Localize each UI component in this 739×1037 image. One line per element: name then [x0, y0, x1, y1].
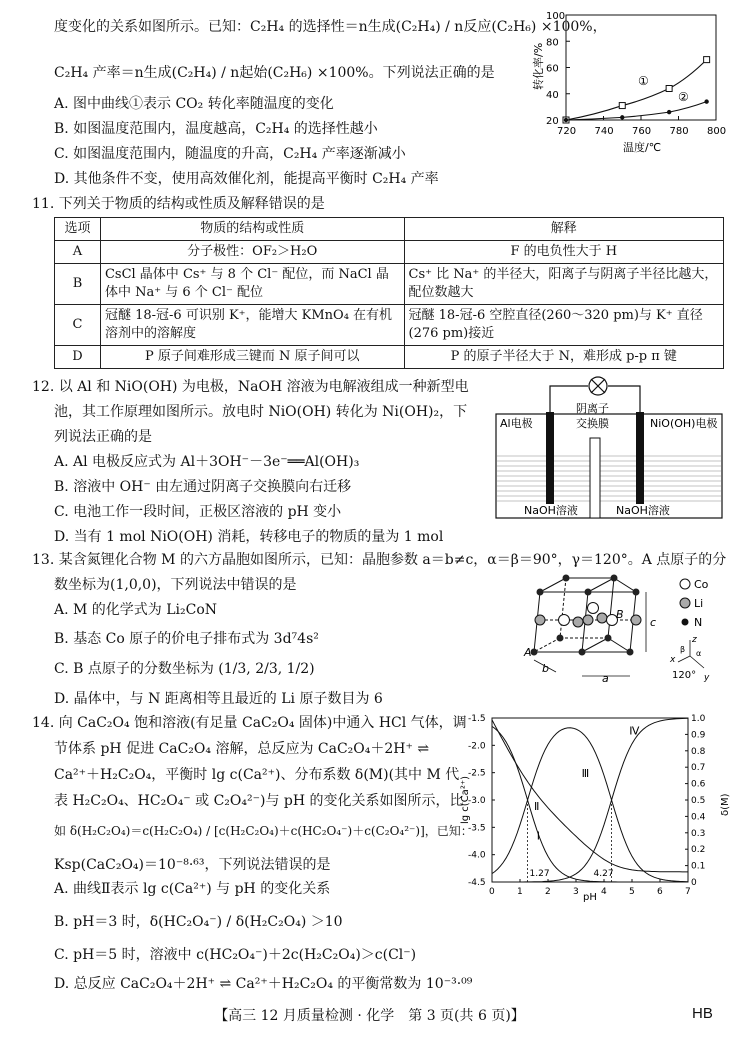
q14-option-c: C. pH＝5 时，溶液中 c(HC₂O₄⁻)＋2c(H₂C₂O₄)＞c(Cl⁻) [54, 947, 417, 963]
chart2-xtick-label: 2 [545, 887, 551, 897]
table-row [55, 305, 724, 346]
chart2-ylabel-left: lg c(Ca²⁺) [460, 775, 471, 824]
q11-header-option: 选项 [55, 218, 101, 241]
li-atom [597, 613, 607, 623]
membrane-label-2: 交换膜 [576, 417, 609, 430]
chart2-ytick-right-label: 0.6 [691, 779, 706, 790]
legend-n: N [694, 616, 703, 629]
q10-option-d: D. 其他条件不变，使用高效催化剂，能提高平衡时 C₂H₄ 产率 [54, 171, 439, 187]
q11-row-a-explanation: F 的电负性大于 H [404, 241, 724, 264]
q14-stem-5: 如 δ(H₂C₂O₄)＝c(H₂C₂O₄) / [c(H₂C₂O₄)＋c(HC₂O₄⁻)＋c(C₂O₄²⁻)]，已知： [54, 824, 473, 838]
membrane-label-1: 阴离子 [576, 402, 609, 415]
q13-option-d: D. 晶体中，与 N 距离相等且最近的 Li 原子数目为 6 [54, 691, 383, 707]
chart1-ylabel: 转化率/% [532, 42, 545, 90]
axis-a-label: a [602, 672, 609, 685]
footer-tag: HB [692, 1005, 713, 1022]
n-atom [557, 635, 564, 642]
chart1-xlabel: 温度/℃ [623, 141, 662, 154]
q13-option-b: B. 基态 Co 原子的价电子排布式为 3d⁷4s² [54, 631, 319, 647]
q10-option-a: A. 图中曲线①表示 CO₂ 转化率随温度的变化 [54, 96, 334, 112]
n-atom [611, 575, 618, 582]
chart2-ytick-left-label: -2.5 [468, 768, 486, 779]
q11-row-a-property: 分子极性：OF₂＞H₂O [100, 241, 404, 264]
chart1-xtick-label: 800 [707, 126, 727, 137]
table-row [55, 346, 724, 369]
chart2-ytick-right-label: 0.9 [691, 730, 706, 741]
q11-row-d-explanation: P 的原子半径大于 N，难形成 p-p π 键 [404, 346, 724, 369]
point-a-label: A [524, 646, 532, 659]
q12-stem-2: 池，其工作原理如图所示。放电时 NiO(OH) 转化为 Ni(OH)₂，下 [54, 404, 468, 420]
n-atom [537, 589, 544, 596]
q14-option-d: D. 总反应 CaC₂O₄＋2H⁺ ⇌ Ca²⁺＋H₂C₂O₄ 的平衡常数为 10⁻³·⁰⁹ [54, 976, 473, 992]
chart2-ytick-left-label: -3.0 [468, 796, 486, 806]
q11-header-explanation: 解释 [404, 218, 724, 241]
chart2-annotation: 1.27 [529, 869, 550, 879]
q11-row-d-option: D [55, 346, 101, 369]
distribution-chart [458, 706, 733, 902]
q13-stem-2: 数坐标为(1,0,0)，下列说法中错误的是 [54, 577, 297, 593]
page-footer: 【高三 12 月质量检测 · 化学 第 3 页(共 6 页)】 [214, 1008, 525, 1024]
point-b-label: B [616, 608, 624, 621]
chart1-point [564, 118, 568, 122]
n-atom [579, 649, 586, 656]
axis-c-label: c [650, 616, 657, 629]
chart1-ytick-label: 100 [546, 11, 566, 22]
q10-option-c: C. 如图温度范围内，随温度的升高，C₂H₄ 产率逐渐减小 [54, 146, 406, 162]
chart1-point [667, 110, 671, 114]
chart2-ytick-right-label: 0 [691, 878, 697, 888]
q14-option-a: A. 曲线Ⅱ表示 lg c(Ca²⁺) 与 pH 的变化关系 [54, 881, 331, 897]
chart2-xtick-label: 4 [601, 887, 607, 897]
q14-stem-3: Ca²⁺＋H₂C₂O₄，平衡时 lg c(Ca²⁺)、分布系数 δ(M)(其中 M 代 [54, 767, 460, 783]
q10-option-b: B. 如图温度范围内，温度越高，C₂H₄ 的选择性越小 [54, 121, 378, 137]
chart2-ytick-right-label: 0.4 [691, 812, 706, 823]
right-solution-label: NaOH溶液 [616, 504, 670, 517]
q12-option-d: D. 当有 1 mol NiO(OH) 消耗，转移电子的物质的量为 1 mol [54, 529, 444, 545]
chart2-xtick-label: 6 [657, 887, 663, 897]
chart1-point [704, 99, 708, 103]
table-row [55, 241, 724, 264]
chart1-ytick-label: 20 [546, 116, 559, 127]
legend-co: Co [694, 578, 709, 591]
q11-stem: 11. 下列关于物质的结构或性质及解释错误的是 [32, 196, 325, 212]
chart1-series-1-label: ① [638, 74, 649, 88]
axis-b-label: b [542, 662, 549, 675]
q11-header-property: 物质的结构或性质 [100, 218, 404, 241]
q11-row-b-option: B [55, 264, 101, 305]
q14-option-b: B. pH＝3 时，δ(HC₂O₄⁻) / δ(H₂C₂O₄) ＞10 [54, 914, 343, 930]
chart1-xtick-label: 740 [594, 126, 614, 137]
q12-stem-1: 12. 以 Al 和 NiO(OH) 为电极，NaOH 溶液为电解液组成一种新型电 [32, 379, 469, 395]
chart2-annotation: 4.27 [593, 869, 614, 879]
n-atom [563, 575, 570, 582]
q11-row-c-property: 冠醚 18-冠-6 可识别 K⁺，能增大 KMnO₄ 在有机溶剂中的溶解度 [100, 305, 404, 346]
chart1-ytick-label: 40 [546, 89, 559, 101]
chart1-xtick-label: 760 [632, 126, 652, 137]
chart2-xtick-label: 7 [685, 887, 691, 897]
legend-li: Li [694, 597, 704, 610]
co-atom [559, 615, 570, 626]
li-atom [573, 617, 583, 627]
chart2-ytick-right-label: 0.8 [691, 746, 706, 757]
chart2-xtick-label: 0 [489, 887, 495, 897]
q10-line-2: C₂H₄ 产率＝n生成(C₂H₄) / n起始(C₂H₆) ×100%。下列说法正确的是 [54, 65, 495, 81]
chart2-series-label: Ⅳ [629, 724, 640, 738]
gamma-angle-label: 120° [672, 670, 697, 681]
chart2-ytick-left-label: -4.5 [468, 878, 486, 888]
chart2-xlabel: pH [583, 892, 597, 902]
chart2-series-label: Ⅲ [581, 767, 590, 781]
q12-option-a: A. Al 电极反应式为 Al＋3OH⁻－3e⁻══Al(OH)₃ [54, 454, 360, 470]
legend-co-marker [680, 579, 690, 589]
nioh-electrode [636, 412, 644, 504]
chart2-ytick-left-label: -1.5 [468, 714, 486, 724]
chart2-series-label: Ⅰ [536, 829, 541, 843]
q11-row-b-explanation: Cs⁺ 比 Na⁺ 的半径大，阳离子与阴离子半径比越大，配位数越大 [404, 264, 724, 305]
nioh-electrode-label: NiO(OH)电极 [650, 417, 718, 430]
q12-stem-3: 列说法正确的是 [54, 429, 152, 445]
chart2-ytick-left-label: -4.0 [468, 850, 486, 861]
q11-row-d-property: P 原子间难形成三键而 N 原子间可以 [100, 346, 404, 369]
li-atom [535, 615, 545, 625]
alpha-label: α [696, 649, 702, 658]
co-atom [588, 603, 599, 614]
chart2-xtick-label: 1 [517, 887, 523, 897]
axis-y-label: y [704, 673, 710, 683]
chart1-xtick-label: 720 [557, 126, 577, 137]
al-electrode-label: Al电极 [500, 417, 533, 430]
q11-row-c-explanation: 冠醚 18-冠-6 空腔直径(260～320 pm)与 K⁺ 直径(276 pm)接近 [404, 305, 724, 346]
legend-n-marker [682, 619, 689, 626]
chart2-ytick-right-label: 0.1 [691, 861, 706, 872]
legend-li-marker [680, 598, 690, 608]
q11-row-b-property: CsCl 晶体中 Cs⁺ 与 8 个 Cl⁻ 配位，而 NaCl 晶体中 Na⁺ 与 6 个 Cl⁻ 配位 [100, 264, 404, 305]
al-electrode [546, 412, 554, 504]
chart2-ylabel-right: δ(M) [720, 793, 731, 816]
q13-option-a: A. M 的化学式为 Li₂CoN [54, 602, 218, 618]
q12-option-c: C. 电池工作一段时间，正极区溶液的 pH 变小 [54, 504, 342, 520]
chart2-series-label: Ⅱ [534, 799, 540, 813]
chart2-ytick-left-label: -2.0 [468, 741, 486, 752]
q10-line-1: 度变化的关系如图所示。已知：C₂H₄ 的选择性＝n生成(C₂H₄) / n反应(C₂H₆) ×100%， [54, 19, 607, 35]
axis-z-label: z [692, 635, 697, 645]
chart2-ytick-right-label: 0.2 [691, 845, 706, 856]
q13-option-c: C. B 点原子的分数坐标为 (1/3, 2/3, 1/2) [54, 661, 315, 677]
chart2-ytick-left-label: -3.5 [468, 823, 486, 834]
n-atom [531, 649, 538, 656]
n-atom [633, 589, 640, 596]
table-row [55, 264, 724, 305]
chart1-series-2-label: ② [678, 90, 689, 104]
left-solution-label: NaOH溶液 [524, 504, 578, 517]
q13-stem-1: 13. 某含氮锂化合物 M 的六方晶胞如图所示，已知：晶胞参数 a＝b≠c，α＝β＝90°，γ＝120°。A 点原子的分 [32, 552, 727, 568]
beta-label: β [680, 645, 686, 654]
q14-stem-4: 表 H₂C₂O₄、HC₂O₄⁻ 或 C₂O₄²⁻)与 pH 的变化关系如图所示，比 [54, 793, 464, 809]
chart1-point [619, 103, 625, 109]
anion-exchange-membrane [590, 438, 600, 518]
q11-row-c-option: C [55, 305, 101, 346]
chart2-xtick-label: 3 [573, 887, 579, 897]
chart2-ytick-right-label: 0.3 [691, 828, 706, 839]
conversion-chart [528, 5, 728, 155]
q14-stem-1: 14. 向 CaC₂O₄ 饱和溶液(有足量 CaC₂O₄ 固体)中通入 HCl 气体，调 [32, 715, 467, 731]
chart1-point [666, 86, 672, 92]
chart1-ytick-label: 60 [546, 63, 559, 75]
chart1-point [704, 57, 710, 63]
li-atom [583, 615, 593, 625]
n-atom [605, 635, 612, 642]
chart2-xtick-label: 5 [629, 887, 635, 897]
n-atom [585, 589, 592, 596]
axis-x-label: x [670, 655, 676, 665]
n-atom [627, 649, 634, 656]
q11-table [54, 217, 724, 369]
q11-row-a-option: A [55, 241, 101, 264]
q14-stem-2: 节体系 pH 促进 CaC₂O₄ 溶解，总反应为 CaC₂O₄＋2H⁺ ⇌ [54, 741, 430, 757]
chart1-ytick-label: 80 [546, 37, 559, 49]
crystal-cell-diagram [520, 572, 732, 690]
chart2-ytick-right-label: 0.7 [691, 763, 706, 774]
chart2-ytick-right-label: 1.0 [691, 714, 706, 724]
chart1-xtick-label: 780 [669, 126, 689, 137]
chart1-series-line [566, 102, 707, 120]
q12-option-b: B. 溶液中 OH⁻ 由左通过阴离子交换膜向右迁移 [54, 479, 352, 495]
q14-stem-6: Ksp(CaC₂O₄)＝10⁻⁸·⁶³，下列说法错误的是 [54, 857, 331, 873]
chart1-point [620, 115, 624, 119]
chart2-ytick-right-label: 0.5 [691, 796, 706, 806]
battery-diagram [490, 372, 730, 522]
li-atom [631, 615, 641, 625]
